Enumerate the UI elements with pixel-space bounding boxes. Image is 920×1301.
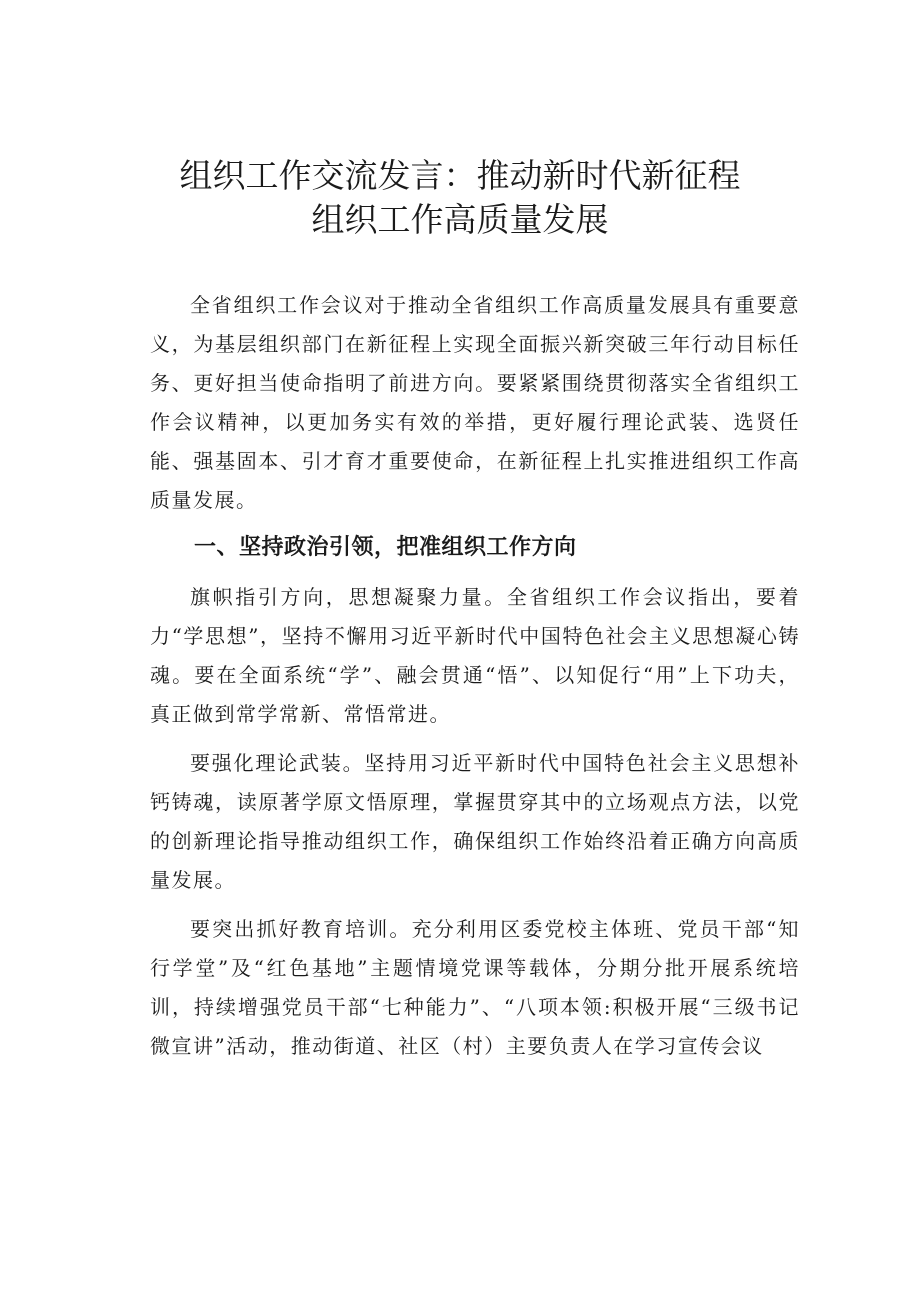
document-body <box>150 286 800 1066</box>
document-title-line-1: 组织工作交流发言：推动新时代新征程 <box>179 156 741 195</box>
paragraph-intro: 全省组织工作会议对于推动全省组织工作高质量发展具有重要意义，为基层组织部门在新征程上实现全面振兴新突破三年行动目标任务、更好担当使命指明了前进方向。要紧紧围绕贯彻落实全省组织工作会议精神，以更加务实有效的举措，更好履行理论武装、选贤任能、强基固本、引才育才重要使命，在新征程上扎实推进组织工作高质量发展。 <box>150 293 800 512</box>
paragraph-1: 旗帜指引方向，思想凝聚力量。全省组织工作会议指出，要着力“学思想”，坚持不懈用习近平新时代中国特色社会主义思想凝心铸魂。要在全面系统“学”、融会贯通“悟”、以知促行“用”上下功夫，真正做到常学常新、常悟常进。 <box>150 585 800 726</box>
paragraph-3: 要突出抓好教育培训。充分利用区委党校主体班、党员干部“知行学堂”及“红色基地”主题情境党课等载体，分期分批开展系统培训，持续增强党员干部“七种能力”、“八项本领:积极开展“三级书记微宣讲”活动，推动街道、社区（村）主要负责人在学习宣传会议 <box>150 917 800 1058</box>
section-heading-1: 一、坚持政治引领，把准组织工作方向 <box>194 535 577 560</box>
document-title-line-2: 组织工作高质量发展 <box>311 200 609 239</box>
paragraph-2: 要强化理论武装。坚持用习近平新时代中国特色社会主义思想补钙铸魂，读原著学原文悟原理，掌握贯穿其中的立场观点方法，以党的创新理论指导推动组织工作，确保组织工作始终沿着正确方向高质量发展。 <box>150 751 800 892</box>
